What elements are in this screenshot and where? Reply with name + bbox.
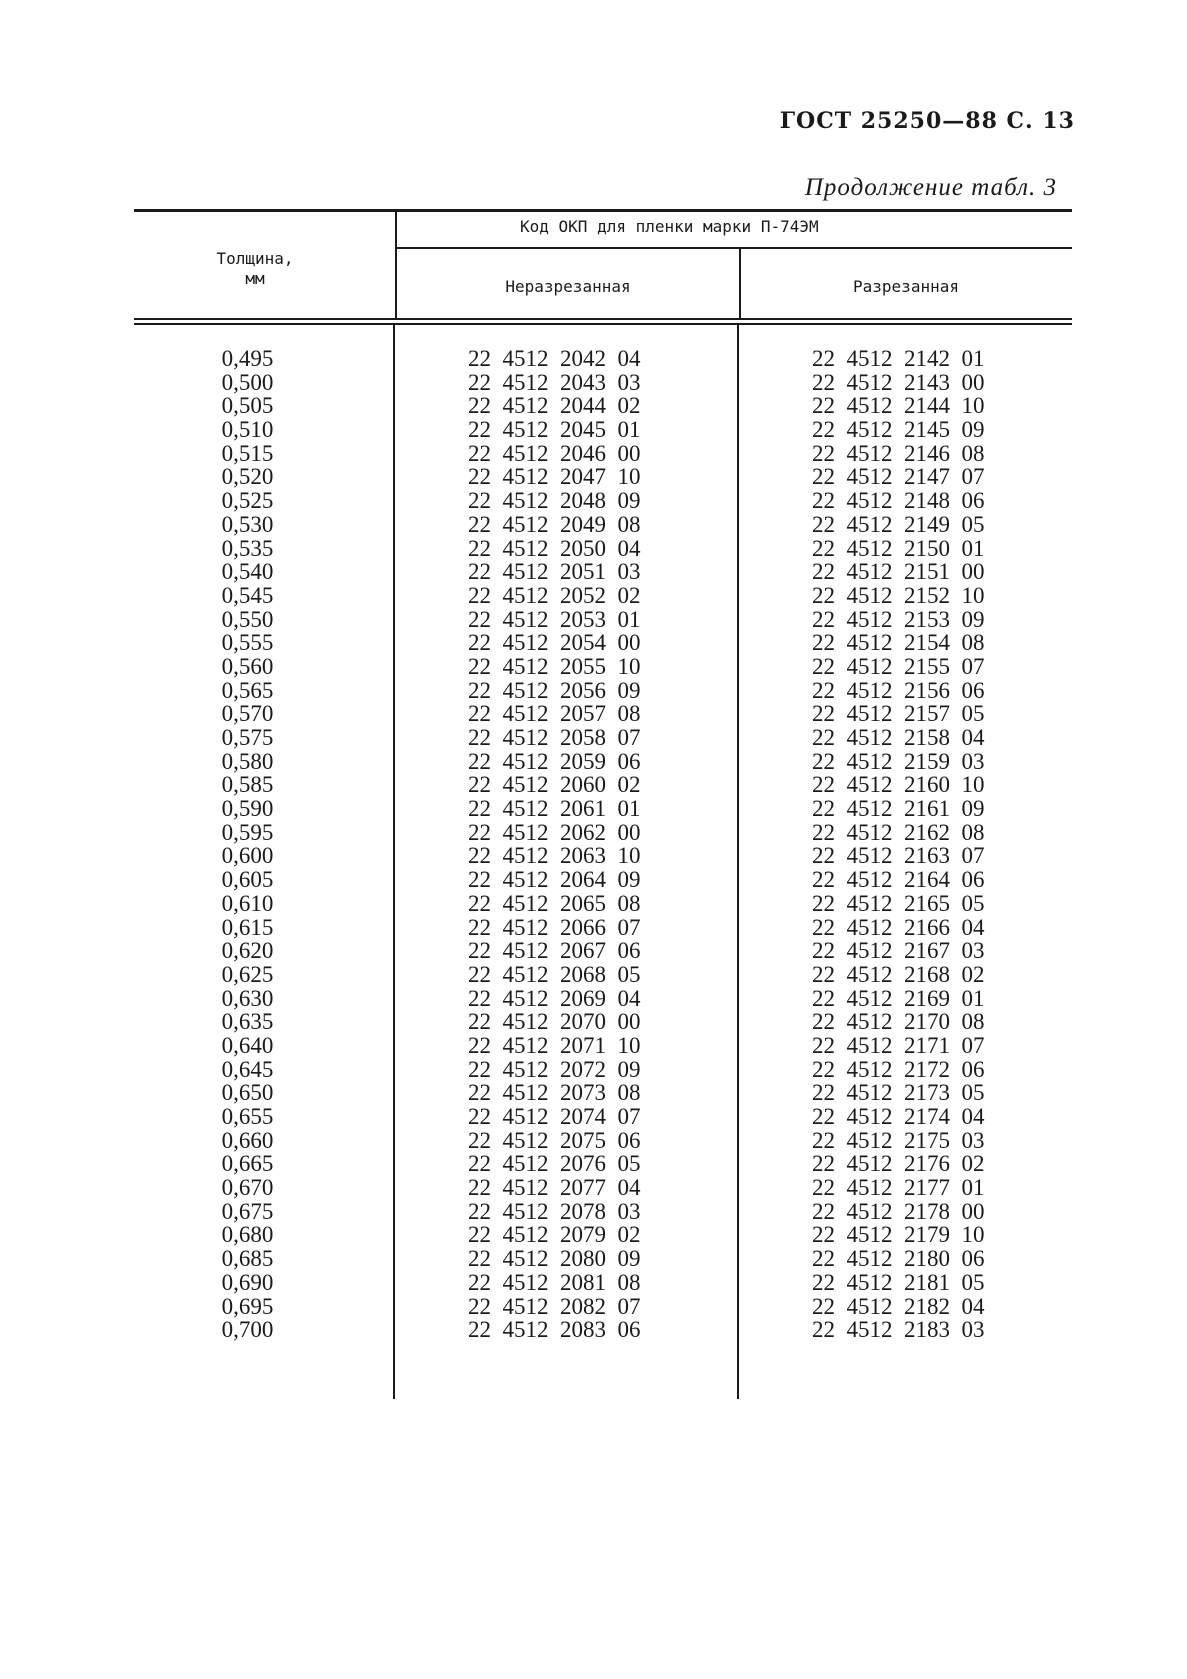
uncut-code-cell: 22 4512 2060 02 [468, 772, 641, 798]
thickness-cell: 0,535 [221, 535, 274, 561]
cut-code-cell: 22 4512 2155 07 [812, 653, 985, 679]
uncut-code-cell: 22 4512 2074 07 [468, 1104, 641, 1129]
cut-code-cell: 22 4512 2171 07 [812, 1032, 985, 1058]
uncut-code-cell: 22 4512 2072 09 [468, 1056, 641, 1082]
uncut-code-cell: 22 4512 2062 00 [468, 819, 641, 845]
uncut-code-cell: 22 4512 2073 08 [468, 1080, 641, 1106]
cut-code-cell: 22 4512 2151 00 [812, 559, 985, 585]
cut-code-cell: 22 4512 2180 06 [812, 1246, 985, 1272]
cut-code-cell: 22 4512 2147 07 [812, 464, 985, 490]
uncut-code-cell: 22 4512 2061 01 [468, 796, 641, 822]
uncut-code-cell: 22 4512 2083 06 [468, 1317, 641, 1343]
thickness-cell: 0,595 [221, 819, 274, 845]
cut-code-cell: 22 4512 2182 04 [812, 1293, 985, 1319]
cut-code-cell: 22 4512 2177 01 [812, 1175, 985, 1201]
thickness-cell: 0,675 [221, 1198, 274, 1224]
thickness-cell: 0,640 [221, 1032, 274, 1058]
uncut-code-cell: 22 4512 2063 10 [468, 843, 641, 869]
uncut-code-cell: 22 4512 2058 07 [468, 725, 641, 750]
thickness-cell: 0,575 [221, 725, 274, 750]
uncut-code-cell: 22 4512 2081 08 [468, 1269, 641, 1295]
uncut-code-column [468, 347, 641, 1342]
cut-code-cell: 22 4512 2176 02 [812, 1151, 985, 1177]
uncut-code-cell: 22 4512 2076 05 [468, 1151, 641, 1177]
header-thickness: Толщина, мм [216, 249, 294, 288]
thickness-cell: 0,690 [221, 1269, 274, 1295]
uncut-code-cell: 22 4512 2048 09 [468, 488, 641, 514]
cut-code-cell: 22 4512 2168 02 [812, 961, 985, 987]
header-cut: Разрезанная [853, 277, 959, 296]
thickness-cell: 0,500 [221, 369, 274, 395]
cut-code-cell: 22 4512 2166 04 [812, 914, 985, 940]
cut-code-cell: 22 4512 2144 10 [812, 393, 985, 419]
header-bottom-rule-2 [134, 323, 1072, 325]
column-divider-1-header [395, 212, 397, 319]
thickness-cell: 0,530 [221, 511, 274, 537]
cut-code-cell: 22 4512 2152 10 [812, 582, 985, 608]
column-divider-2-body [737, 325, 739, 1399]
cut-code-cell: 22 4512 2146 08 [812, 440, 985, 466]
cut-code-cell: 22 4512 2162 08 [812, 819, 985, 845]
thickness-cell: 0,620 [221, 938, 274, 964]
thickness-cell: 0,695 [221, 1293, 274, 1319]
uncut-code-cell: 22 4512 2055 10 [468, 653, 641, 679]
uncut-code-cell: 22 4512 2044 02 [468, 393, 641, 419]
thickness-cell: 0,580 [221, 748, 274, 774]
thickness-cell: 0,585 [221, 772, 274, 798]
thickness-cell: 0,520 [221, 464, 274, 490]
uncut-code-cell: 22 4512 2065 08 [468, 890, 641, 916]
cut-code-cell: 22 4512 2170 08 [812, 1009, 985, 1035]
thickness-cell: 0,495 [221, 346, 274, 371]
cut-code-cell: 22 4512 2181 05 [812, 1269, 985, 1295]
thickness-cell: 0,570 [221, 701, 274, 727]
thickness-cell: 0,555 [221, 630, 274, 656]
thickness-cell: 0,510 [221, 417, 274, 443]
uncut-code-cell: 22 4512 2047 10 [468, 464, 641, 490]
uncut-code-cell: 22 4512 2079 02 [468, 1222, 641, 1248]
thickness-cell: 0,665 [221, 1151, 274, 1177]
cut-code-cell: 22 4512 2143 00 [812, 369, 985, 395]
thickness-cell: 0,670 [221, 1175, 274, 1201]
uncut-code-cell: 22 4512 2053 01 [468, 606, 641, 632]
cut-code-cell: 22 4512 2167 03 [812, 938, 985, 964]
cut-code-cell: 22 4512 2179 10 [812, 1222, 985, 1248]
thickness-cell: 0,635 [221, 1009, 274, 1035]
cut-code-cell: 22 4512 2175 03 [812, 1127, 985, 1153]
thickness-cell: 0,505 [221, 393, 274, 419]
cut-code-column [812, 347, 985, 1342]
header-okp-code: Код ОКП для пленки марки П-74ЭМ [520, 217, 819, 236]
cut-code-cell: 22 4512 2148 06 [812, 488, 985, 514]
page-reference: ГОСТ 25250—88 С. 13 [779, 108, 1075, 134]
uncut-code-cell: 22 4512 2050 04 [468, 535, 641, 561]
table-top-rule [134, 209, 1072, 212]
uncut-code-cell: 22 4512 2068 05 [468, 961, 641, 987]
uncut-code-cell: 22 4512 2070 00 [468, 1009, 641, 1035]
uncut-code-cell: 22 4512 2054 00 [468, 630, 641, 656]
uncut-code-cell: 22 4512 2069 04 [468, 985, 641, 1011]
cut-code-cell: 22 4512 2161 09 [812, 796, 985, 822]
thickness-cell: 0,650 [221, 1080, 274, 1106]
uncut-code-cell: 22 4512 2057 08 [468, 701, 641, 727]
thickness-cell: 0,610 [221, 890, 274, 916]
thickness-cell: 0,680 [221, 1222, 274, 1248]
thickness-cell: 0,630 [221, 985, 274, 1011]
uncut-code-cell: 22 4512 2077 04 [468, 1175, 641, 1201]
cut-code-cell: 22 4512 2174 04 [812, 1104, 985, 1129]
cut-code-cell: 22 4512 2150 01 [812, 535, 985, 561]
uncut-code-cell: 22 4512 2045 01 [468, 417, 641, 443]
thickness-cell: 0,565 [221, 677, 274, 703]
uncut-code-cell: 22 4512 2066 07 [468, 914, 641, 940]
thickness-column [200, 347, 295, 1342]
cut-code-cell: 22 4512 2145 09 [812, 417, 985, 443]
cut-code-cell: 22 4512 2178 00 [812, 1198, 985, 1224]
uncut-code-cell: 22 4512 2080 09 [468, 1246, 641, 1272]
cut-code-cell: 22 4512 2165 05 [812, 890, 985, 916]
thickness-cell: 0,615 [221, 914, 274, 940]
uncut-code-cell: 22 4512 2042 04 [468, 346, 641, 371]
uncut-code-cell: 22 4512 2049 08 [468, 511, 641, 537]
cut-code-cell: 22 4512 2157 05 [812, 701, 985, 727]
uncut-code-cell: 22 4512 2046 00 [468, 440, 641, 466]
cut-code-cell: 22 4512 2158 04 [812, 725, 985, 750]
cut-code-cell: 22 4512 2153 09 [812, 606, 985, 632]
cut-code-cell: 22 4512 2164 06 [812, 867, 985, 893]
thickness-cell: 0,550 [221, 606, 274, 632]
cut-code-cell: 22 4512 2173 05 [812, 1080, 985, 1106]
thickness-cell: 0,540 [221, 559, 274, 585]
uncut-code-cell: 22 4512 2078 03 [468, 1198, 641, 1224]
thickness-cell: 0,600 [221, 843, 274, 869]
cut-code-cell: 22 4512 2172 06 [812, 1056, 985, 1082]
thickness-cell: 0,560 [221, 653, 274, 679]
uncut-code-cell: 22 4512 2082 07 [468, 1293, 641, 1319]
uncut-code-cell: 22 4512 2067 06 [468, 938, 641, 964]
thickness-cell: 0,700 [221, 1317, 274, 1343]
cut-code-cell: 22 4512 2156 06 [812, 677, 985, 703]
uncut-code-cell: 22 4512 2064 09 [468, 867, 641, 893]
cut-code-cell: 22 4512 2149 05 [812, 511, 985, 537]
cut-code-cell: 22 4512 2169 01 [812, 985, 985, 1011]
thickness-cell: 0,590 [221, 796, 274, 822]
table-continuation-caption: Продолжение табл. 3 [804, 174, 1057, 201]
uncut-code-cell: 22 4512 2051 03 [468, 559, 641, 585]
uncut-code-cell: 22 4512 2052 02 [468, 582, 641, 608]
cut-code-cell: 22 4512 2159 03 [812, 748, 985, 774]
uncut-code-cell: 22 4512 2059 06 [468, 748, 641, 774]
column-divider-1-body [393, 325, 395, 1399]
uncut-code-cell: 22 4512 2071 10 [468, 1032, 641, 1058]
uncut-code-cell: 22 4512 2043 03 [468, 369, 641, 395]
thickness-cell: 0,545 [221, 582, 274, 608]
cut-code-cell: 22 4512 2160 10 [812, 772, 985, 798]
thickness-cell: 0,660 [221, 1127, 274, 1153]
thickness-cell: 0,515 [221, 440, 274, 466]
thickness-cell: 0,645 [221, 1056, 274, 1082]
header-uncut: Неразрезанная [505, 277, 631, 296]
cut-code-cell: 22 4512 2183 03 [812, 1317, 985, 1343]
cut-code-cell: 22 4512 2163 07 [812, 843, 985, 869]
thickness-cell: 0,625 [221, 961, 274, 987]
uncut-code-cell: 22 4512 2075 06 [468, 1127, 641, 1153]
thickness-cell: 0,685 [221, 1246, 274, 1272]
cut-code-cell: 22 4512 2154 08 [812, 630, 985, 656]
cut-code-cell: 22 4512 2142 01 [812, 346, 985, 371]
header-bottom-rule-1 [134, 318, 1072, 320]
uncut-code-cell: 22 4512 2056 09 [468, 677, 641, 703]
thickness-cell: 0,605 [221, 867, 274, 893]
group-header-rule [396, 247, 1072, 249]
thickness-cell: 0,655 [221, 1104, 274, 1129]
thickness-cell: 0,525 [221, 488, 274, 514]
